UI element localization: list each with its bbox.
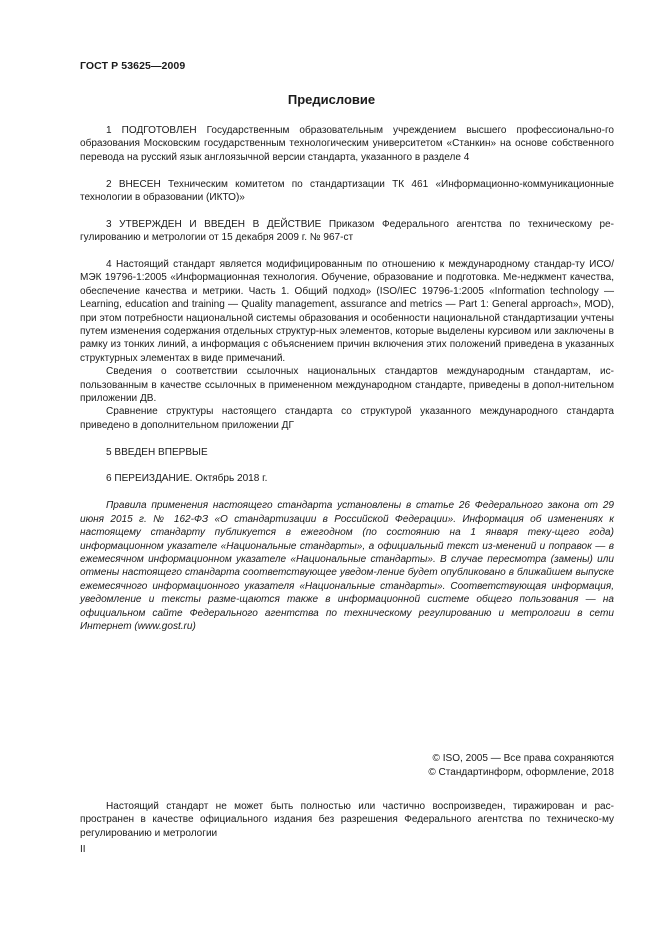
paragraph-2: 2 ВНЕСЕН Техническим комитетом по стандартизации ТК 461 «Информационно-коммуникационные технологии в образовании (ИКТО)» — [80, 178, 614, 204]
paragraph-4-structure: Сравнение структуры настоящего стандарта со структурой указанного международного стандарта приведено в дополнительном приложении ДГ — [80, 406, 614, 431]
page-title: Предисловие — [287, 92, 376, 107]
paragraph-1: 1 ПОДГОТОВЛЕН Государственным образовательным учреждением высшего профессионально-го образования Московским государственным технологическим университетом «Станкин» на основе собственного перевода на русский язык англоязычной версии стандарта, указанного в разделе 4 — [80, 125, 614, 163]
copyright-standartinform: © Стандартинформ, оформление, 2018 — [428, 767, 614, 778]
rules-note: Правила применения настоящего стандарта установлены в статье 26 Федерального закона от 29 июня 2015 г. № 162-ФЗ «О стандартизации в Российской Федерации». Информация об изменениях к настоящему стандарту публикуется в ежегодном (по состоянию на 1 января теку-щего года) информационном указателе «Национальные стандарты», а официальный текст из-менений и поправок — в ежемесячном информационном указателе «Национальные стандарты». В случае пересмотра (замены) или отмены настоящего стандарта соответствующее уведом-ление будет опубликовано в ближайшем выпуске ежемесячного информационного указателя «Национальные стандарты». Соответствующая информация, уведомление и тексты разме-щаются также в информационной системе общего пользования — на официальном сайте Федерального агентства по техническому регулированию и метрологии в сети Интернет (www.gost.ru) — [80, 500, 614, 632]
paragraph-5: 5 ВВЕДЕН ВПЕРВЫЕ — [106, 446, 208, 458]
document-body — [80, 124, 614, 633]
paragraph-4-references: Сведения о соответствии ссылочных национальных стандартов международным стандартам, ис-пользованным в качестве ссылочных в примененном международном стандарте, приведены в допол-нительном приложении ДВ. — [80, 366, 614, 405]
paragraph-4: 4 Настоящий стандарт является модифицированным по отношению к международному стандар-ту ИСО/МЭК 19796-1:2005 «Информационная технология. Обучение, образование и подготовка. Ме-неджмент качества, обеспечение качества и метрики. Часть 1. Общий подход» (ISO/IEC 19796-1:2005 «Information technology — Learning, education and training — Quality management, assurance and metrics — Part 1: General approach», MOD), при этом потребности национальной системы образования и особенности национальной стандартизации учтены путем изменения содержания отдельных структур-ных элементов, которые выделены курсивом или заключены в рамку из тонких линий, а информация с объяснением причин включения этих положений приведена в указанных структурных элементах в виде примечаний. — [80, 259, 614, 364]
paragraph-6: 6 ПЕРЕИЗДАНИЕ. Октябрь 2018 г. — [106, 473, 268, 485]
copyright-iso: © ISO, 2005 — Все права сохраняются — [432, 753, 614, 764]
copyright-block — [428, 752, 614, 780]
document-header: ГОСТ Р 53625—2009 — [80, 60, 186, 72]
page-number: II — [80, 844, 86, 855]
paragraph-3: 3 УТВЕРЖДЕН И ВВЕДЕН В ДЕЙСТВИЕ Приказом Федерального агентства по техническому ре-гулированию и метрологии от 15 декабря 2009 г. № 967-ст — [80, 218, 614, 244]
footer-note: Настоящий стандарт не может быть полностью или частично воспроизведен, тиражирован и рас-пространен в качестве официального издания без разрешения Федерального агентства по техническо-му регулированию и метрологии — [80, 801, 614, 839]
